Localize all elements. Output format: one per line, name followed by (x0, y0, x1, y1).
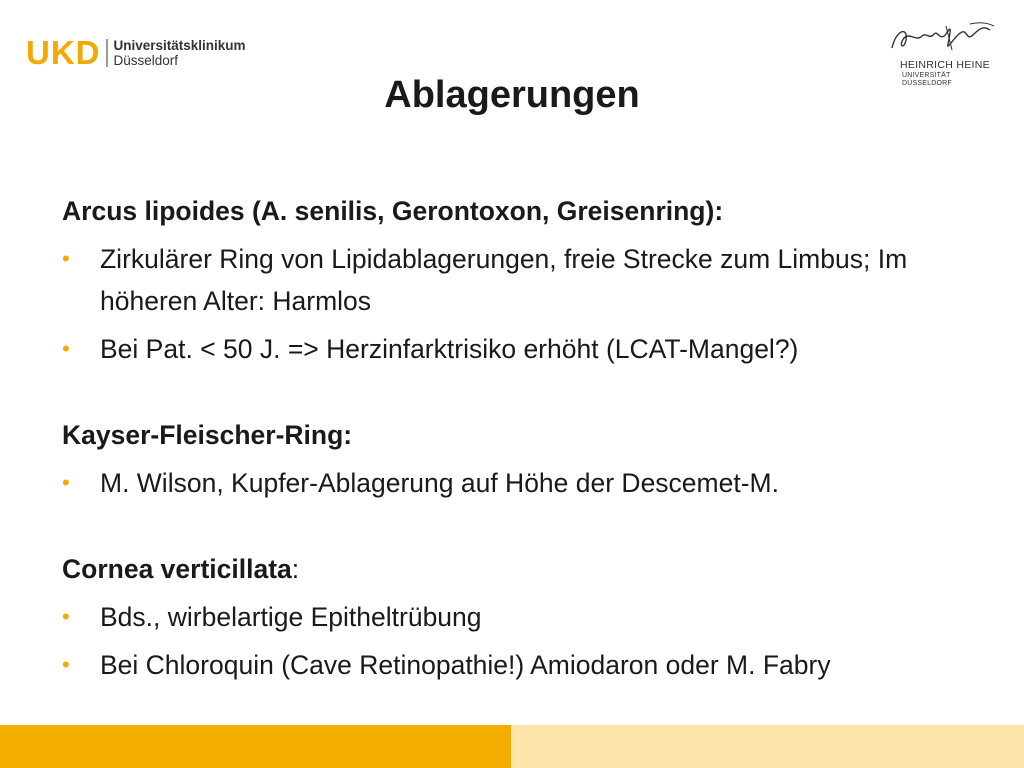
bullet-icon: • (62, 652, 70, 677)
ukd-logo-line1: Universitätsklinikum (113, 37, 246, 53)
bullet-icon: • (62, 336, 70, 361)
bullet-text: Bei Pat. < 50 J. => Herzinfarktrisiko erhöht (LCAT-Mangel?) (100, 334, 799, 364)
bullet-text: Zirkulärer Ring von Lipidablagerungen, freie Strecke zum Limbus; Im höheren Alter: Harmlos (100, 244, 908, 316)
bullet-text: Bds., wirbelartige Epitheltrübung (100, 602, 482, 632)
footer-bar-accent (0, 725, 511, 768)
list-item (62, 462, 982, 504)
section-heading-cornea-colon: : (291, 554, 300, 584)
footer-bar-light (511, 725, 1024, 768)
ukd-logo-line2: Düsseldorf (113, 52, 179, 68)
bullet-text: M. Wilson, Kupfer-Ablagerung auf Höhe der Descemet-M. (100, 468, 779, 498)
bullet-icon: • (62, 604, 70, 629)
list-item (62, 328, 982, 370)
bullet-list-cornea (62, 596, 982, 686)
section-heading-kayser: Kayser-Fleischer-Ring: (62, 420, 353, 450)
list-item (62, 596, 982, 638)
ukd-logo (26, 36, 246, 69)
list-item (62, 644, 982, 686)
ukd-logo-divider (106, 39, 108, 67)
hhu-logo-university: UNIVERSITÄT DÜSSELDORF (902, 72, 952, 87)
bullet-icon: • (62, 470, 70, 495)
slide-title: Ablagerungen (384, 74, 640, 116)
section-heading-arcus: Arcus lipoides (A. senilis, Gerontoxon, Greisenring): (62, 196, 724, 226)
slide-content (62, 190, 982, 692)
signature-icon (886, 20, 998, 58)
bullet-list-arcus (62, 238, 982, 370)
ukd-logo-text (114, 38, 246, 68)
section-heading-cornea (62, 548, 982, 590)
hhu-logo-name: HEINRICH HEINE (900, 59, 990, 71)
bullet-list-kayser (62, 462, 982, 504)
spacer (62, 510, 982, 548)
spacer (62, 376, 982, 414)
bullet-icon: • (62, 246, 70, 271)
ukd-logo-mark: UKD (26, 34, 101, 71)
section-heading-cornea-text: Cornea verticillata (62, 554, 292, 584)
list-item (62, 238, 982, 322)
bullet-text: Bei Chloroquin (Cave Retinopathie!) Amiodaron oder M. Fabry (100, 650, 831, 680)
